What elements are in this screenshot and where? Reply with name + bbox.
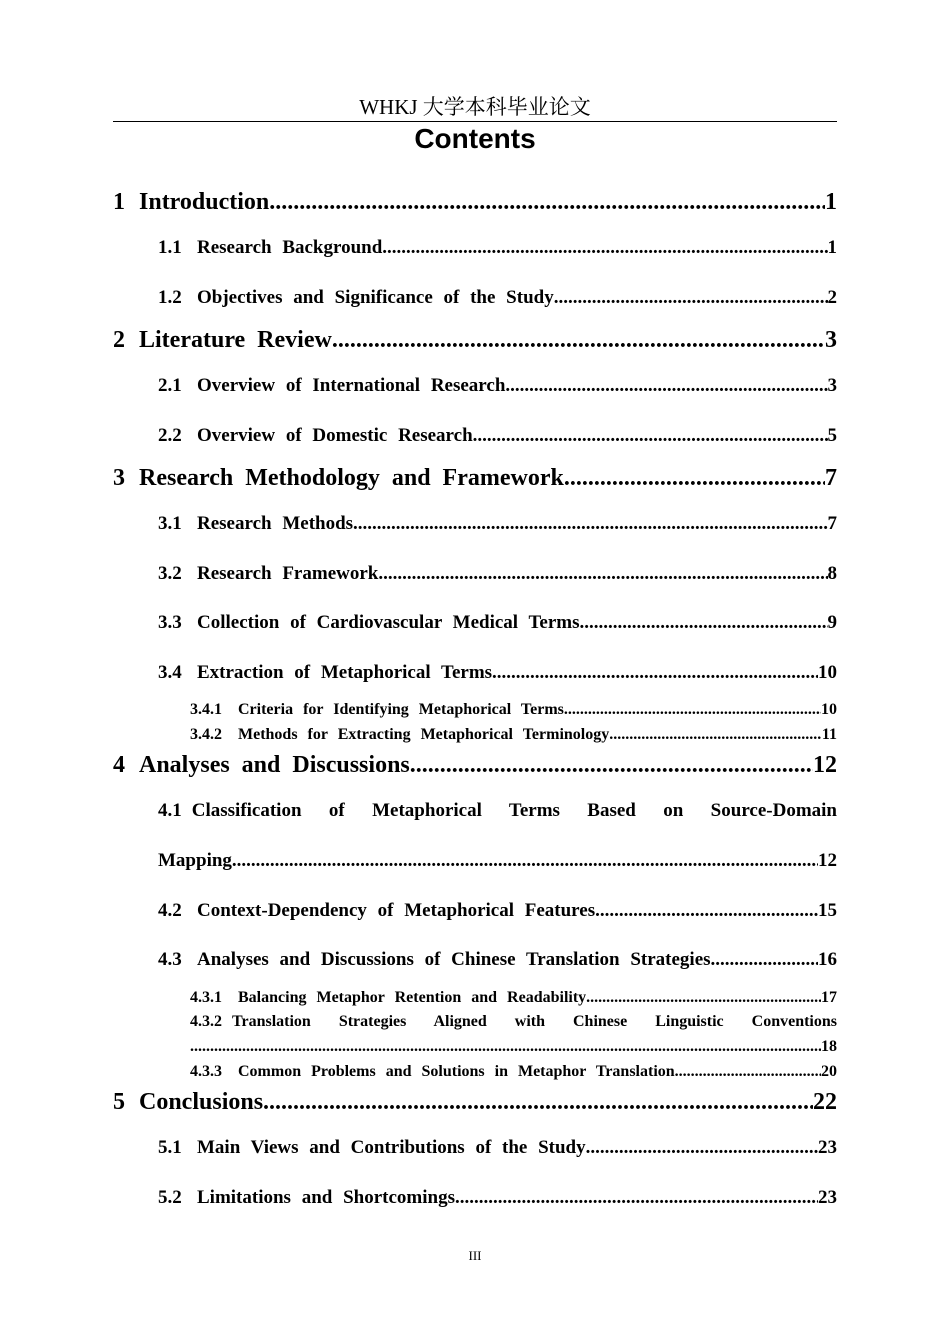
toc-entry[interactable]: 2.1 Overview of International Research ..... 3: [158, 375, 837, 397]
page-title: Contents: [414, 123, 536, 154]
toc-entry[interactable]: 5.1 Main Views and Contributions of the Study ..... 23: [158, 1137, 837, 1159]
toc-entry[interactable]: 3 Research Methodology and Framework ..... 7: [113, 465, 837, 492]
toc-entry-line1[interactable]: 4.1 Classification of Metaphorical Terms Based on Source-Domain: [158, 800, 837, 821]
toc-entry[interactable]: 3.2 Research Framework ..... 8: [158, 563, 837, 585]
toc-entry[interactable]: 4 Analyses and Discussions ..... 12: [113, 752, 837, 779]
toc-entry[interactable]: 2 Literature Review ..... 3: [113, 327, 837, 354]
toc-entry[interactable]: 1.2 Objectives and Significance of the Study ..... 2: [158, 287, 837, 309]
toc-entry[interactable]: 5.2 Limitations and Shortcomings ..... 23: [158, 1187, 837, 1209]
toc-entry[interactable]: 1.1 Research Background ..... 1: [158, 237, 837, 259]
toc-entry[interactable]: 3.1 Research Methods ..... 7: [158, 513, 837, 535]
toc-entry[interactable]: 3.4.2 Methods for Extracting Metaphorical Terminology ..... 11: [190, 726, 837, 744]
toc-entry-line1[interactable]: 4.3.2 Translation Strategies Aligned with Chinese Linguistic Conventions: [190, 1013, 837, 1030]
toc-entry[interactable]: 4.3.3 Common Problems and Solutions in Metaphor Translation ..... 20: [190, 1063, 837, 1081]
toc-entry[interactable]: 4.3.1 Balancing Metaphor Retention and Readability ..... 17: [190, 989, 837, 1007]
toc-entry[interactable]: 2.2 Overview of Domestic Research ..... 5: [158, 425, 837, 447]
toc-entry[interactable]: Mapping ..... 12: [158, 850, 837, 872]
toc-entry[interactable]: 5 Conclusions ..... 22: [113, 1089, 837, 1116]
toc-entry[interactable]: 3.4 Extraction of Metaphorical Terms ..... 10: [158, 662, 837, 684]
page-number: III: [468, 1248, 482, 1263]
page-header: WHKJ 大学本科毕业论文: [359, 95, 591, 119]
toc-entry[interactable]: ..... 18: [190, 1038, 837, 1056]
toc-entry[interactable]: 3.3 Collection of Cardiovascular Medical Terms ..... 9: [158, 612, 837, 634]
toc-entry[interactable]: 4.3 Analyses and Discussions of Chinese Translation Strategies ..... 16: [158, 949, 837, 971]
toc-entry[interactable]: 4.2 Context-Dependency of Metaphorical Features ..... 15: [158, 900, 837, 922]
toc-entry[interactable]: 1 Introduction ..... 1: [113, 189, 837, 216]
toc-entry[interactable]: 3.4.1 Criteria for Identifying Metaphorical Terms ..... 10: [190, 701, 837, 719]
